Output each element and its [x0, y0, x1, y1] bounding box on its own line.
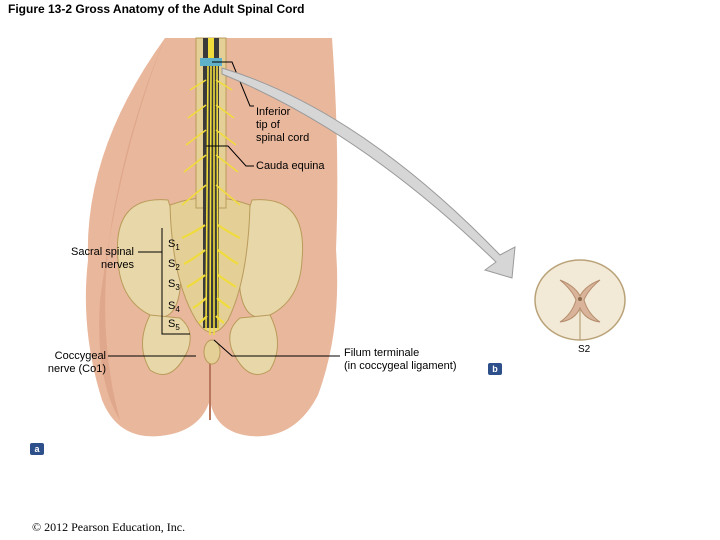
- label-cross-section: S2: [578, 344, 591, 355]
- segment-s3: [168, 278, 180, 292]
- label-filum-line1: Filum terminale: [344, 347, 420, 359]
- panel-badge-a: a: [30, 443, 44, 455]
- segment-s1: [168, 238, 180, 252]
- label-coccygeal-nerve: [20, 350, 106, 376]
- label-coccygeal-line2: nerve (Co1): [47, 363, 106, 375]
- segment-s5-base: S: [168, 318, 176, 330]
- segment-s4: [168, 300, 180, 314]
- label-coccygeal-line1: Coccygeal: [54, 350, 106, 362]
- copyright-notice: © 2012 Pearson Education, Inc.: [32, 520, 186, 534]
- cross-section-s2: [535, 260, 625, 340]
- label-inferior-tip: [256, 106, 309, 145]
- panel-badge-b: b: [488, 363, 502, 375]
- segment-s3-sub: 3: [175, 283, 180, 292]
- segment-s3-base: S: [168, 278, 176, 290]
- segment-s5: [168, 318, 180, 332]
- segment-s1-sub: 1: [175, 243, 180, 252]
- label-inferior-tip-line1: Inferior: [256, 106, 291, 118]
- label-inferior-tip-line2: tip of: [256, 119, 280, 131]
- segment-s2-base: S: [168, 258, 176, 270]
- segment-s4-sub: 4: [175, 305, 180, 314]
- segment-s1-base: S: [168, 238, 176, 250]
- segment-s2-sub: 2: [175, 263, 180, 272]
- label-inferior-tip-line3: spinal cord: [256, 132, 310, 144]
- label-cauda-equina: Cauda equina: [256, 160, 325, 172]
- figure-title: Figure 13-2 Gross Anatomy of the Adult Spinal Cord: [8, 2, 305, 16]
- label-filum-terminale: [344, 347, 457, 373]
- label-sacral-line1: Sacral spinal: [71, 246, 134, 258]
- segment-s5-sub: 5: [175, 323, 180, 332]
- label-filum-line2: (in coccygeal ligament): [344, 360, 457, 372]
- label-sacral-line2: nerves: [100, 259, 134, 271]
- segment-s4-base: S: [168, 300, 176, 312]
- segment-s2: [168, 258, 180, 272]
- label-sacral-spinal-nerves: [40, 246, 134, 272]
